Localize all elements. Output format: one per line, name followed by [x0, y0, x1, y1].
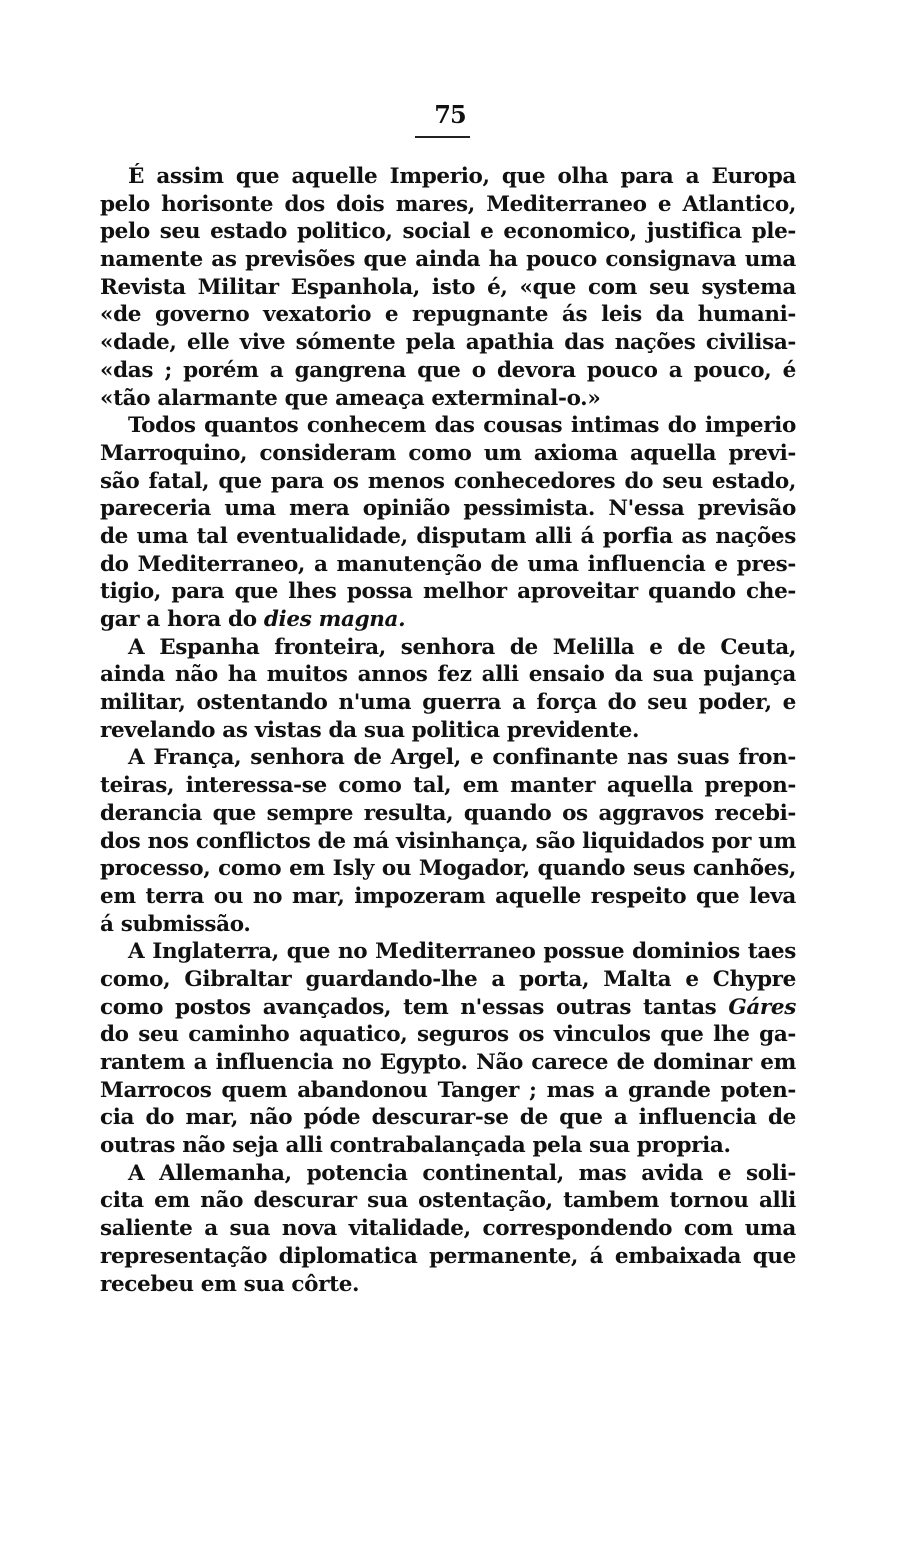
text-line: processo, como em Isly ou Mogador, quando seus canhões,	[100, 856, 796, 882]
text-line: Marrocos quem abandonou Tanger ; mas a grande poten-	[100, 1077, 796, 1103]
text-line: pelo horisonte dos dois mares, Mediterraneo e Atlantico,	[100, 191, 796, 217]
text-line: «dade, elle vive sómente pela apathia das nações civilisa-	[100, 330, 796, 356]
paragraph	[100, 634, 796, 745]
paragraph	[100, 744, 796, 938]
paragraph	[100, 938, 796, 1160]
text-line: «de governo vexatorio e repugnante ás leis da humani-	[100, 302, 796, 328]
text-line	[100, 994, 796, 1022]
text-line: Marroquino, consideram como um axioma aquella previ-	[100, 440, 796, 466]
text-line: rantem a influencia no Egypto. Não carece de dominar em	[100, 1050, 796, 1075]
text-line: do seu caminho aquatico, seguros os vinculos que lhe ga-	[100, 1022, 796, 1048]
text-line: em terra ou no mar, impozeram aquelle respeito que leva	[100, 883, 796, 909]
text-line: tigio, para que lhes possa melhor aproveitar quando che-	[100, 579, 796, 605]
text-line: á submissão.	[100, 911, 251, 937]
text-line: A Inglaterra, que no Mediterraneo possue dominios taes	[128, 939, 796, 965]
text-line: namente as previsões que ainda ha pouco consignava uma	[100, 247, 796, 273]
text-run: como postos avançados, tem n'essas outras tantas	[100, 994, 729, 1020]
text-line: A Allemanha, potencia continental, mas avida e soli-	[128, 1160, 796, 1186]
text-line: Revista Militar Espanhola, isto é, «que com seu systema	[100, 274, 796, 300]
text-line: dos nos conflictos de má visinhança, são liquidados por um	[100, 828, 796, 854]
text-line: representação diplomatica permanente, á embaixada que	[100, 1243, 796, 1269]
text-line: como, Gibraltar guardando-lhe a porta, Malta e Chypre	[100, 966, 796, 992]
text-line: militar, ostentando n'uma guerra a força do seu poder, e	[100, 690, 796, 716]
text-line: A Espanha fronteira, senhora de Melilla e de Ceuta,	[128, 634, 796, 660]
text-line	[100, 606, 796, 634]
text-line: «tão alarmante que ameaça exterminal-o.»	[100, 385, 601, 411]
paragraph	[100, 412, 796, 634]
text-line: teiras, interessa-se como tal, em manter aquella prepon-	[100, 773, 796, 799]
text-line: cita em não descurar sua ostentação, tambem tornou alli	[100, 1188, 796, 1214]
page-number-rule	[415, 136, 470, 138]
text-line: são fatal, que para os menos conhecedores do seu estado,	[100, 468, 796, 494]
text-line: ainda não ha muitos annos fez alli ensaio da sua pujança	[100, 662, 796, 688]
body-text	[100, 163, 796, 1298]
text-run: gar a hora do	[100, 607, 264, 632]
text-line: de uma tal eventualidade, disputam alli á porfia as nações	[100, 523, 796, 549]
paragraph	[100, 1160, 796, 1298]
latin-phrase: dies magna.	[263, 607, 406, 632]
paragraph	[100, 163, 796, 412]
text-line: pelo seu estado politico, social e economico, justifica ple-	[100, 219, 796, 245]
text-line: Todos quantos conhecem das cousas intimas do imperio	[128, 413, 796, 439]
text-line: saliente a sua nova vitalidade, correspondendo com uma	[100, 1216, 796, 1242]
page-number: 75	[434, 100, 466, 129]
text-line: A França, senhora de Argel, e confinante nas suas fron-	[128, 745, 796, 771]
text-line: pareceria uma mera opinião pessimista. N'essa previsão	[100, 496, 796, 522]
text-line: É assim que aquelle Imperio, que olha para a Europa	[128, 164, 796, 189]
text-line: «das ; porém a gangrena que o devora pouco a pouco, é	[100, 357, 796, 383]
text-line: recebeu em sua côrte.	[100, 1271, 360, 1297]
text-line: derancia que sempre resulta, quando os aggravos recebi-	[100, 800, 796, 826]
text-line: revelando as vistas da sua politica previdente.	[100, 717, 640, 743]
text-line: do Mediterraneo, a manutenção de uma influencia e pres-	[100, 551, 796, 577]
text-line: outras não seja alli contrabalançada pela sua propria.	[100, 1133, 731, 1159]
italic-word: Gáres	[728, 994, 796, 1020]
text-line: cia do mar, não póde descurar-se de que a influencia de	[100, 1105, 796, 1131]
